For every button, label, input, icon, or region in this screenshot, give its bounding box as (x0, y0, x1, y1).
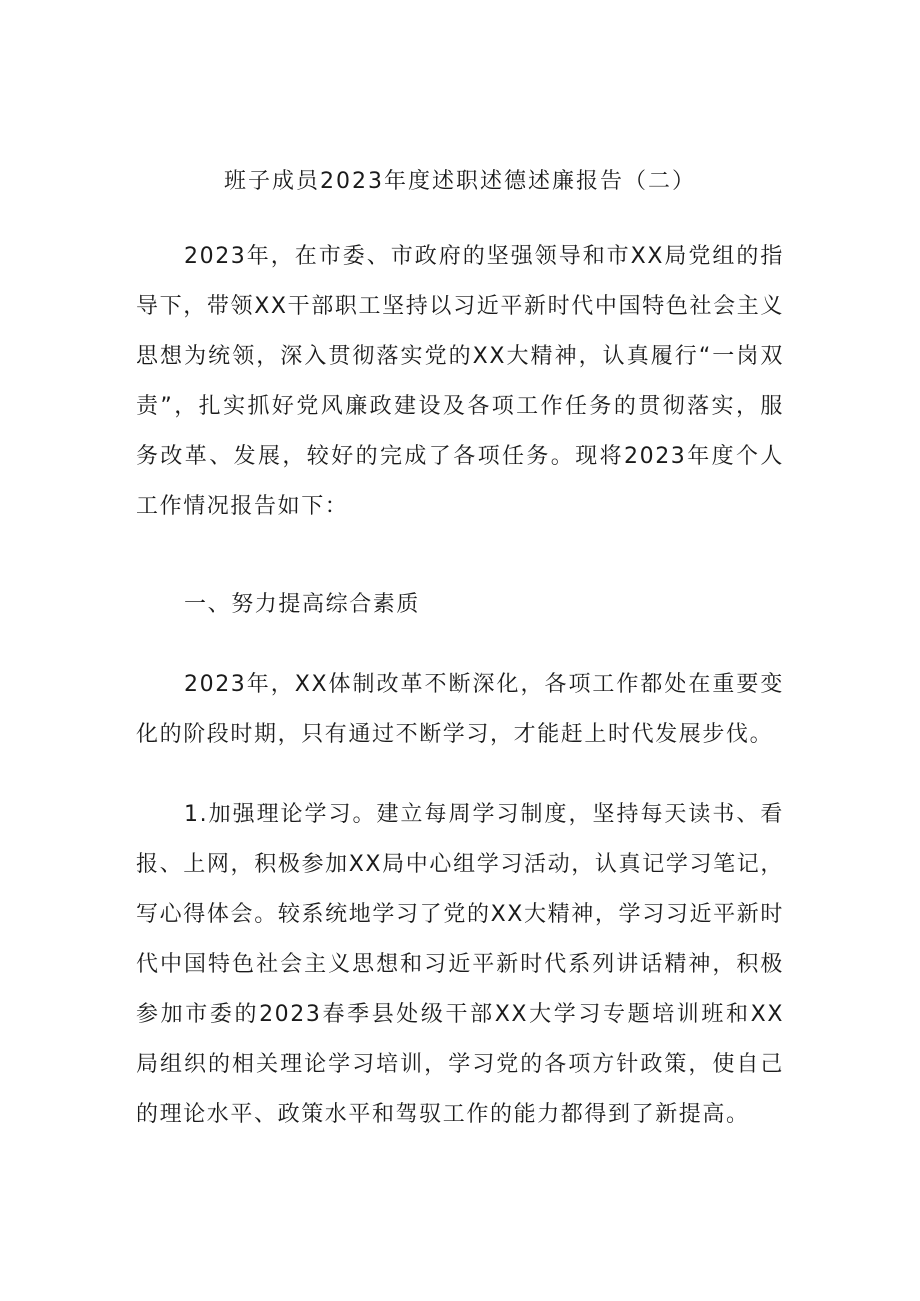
theory-study-paragraph: 1.加强理论学习。建立每周学习制度，坚持每天读书、看报、上网，积极参加XX局中心组学习活动，认真记学习笔记，写心得体会。较系统地学习了党的XX大精神，学习习近平新时代中国特色社会主义思想和习近平新时代系列讲话精神，积极参加市委的2023春季县处级干部XX大学习专题培训班和XX局组织的相关理论学习培训，学习党的各项方针政策，使自己的理论水平、政策水平和驾驭工作的能力都得到了新提高。 (136, 802, 784, 1127)
document-title: 班子成员2023年度述职述德述廉报告（二） (224, 169, 696, 194)
intro-paragraph: 2023年，在市委、市政府的坚强领导和市XX局党组的指导下，带领XX干部职工坚持以习近平新时代中国特色社会主义思想为统领，深入贯彻落实党的XX大精神，认真履行“一岗双责”，扎实抓好党风廉政建设及各项工作任务的贯彻落实，服务改革、发展，较好的完成了各项任务。现将2023年度个人工作情况报告如下： (136, 244, 784, 519)
section-paragraph: 2023年，XX体制改革不断深化，各项工作都处在重要变化的阶段时期，只有通过不断学习，才能赶上时代发展步伐。 (136, 672, 784, 747)
section-heading: 一、努力提高综合素质 (184, 592, 421, 617)
